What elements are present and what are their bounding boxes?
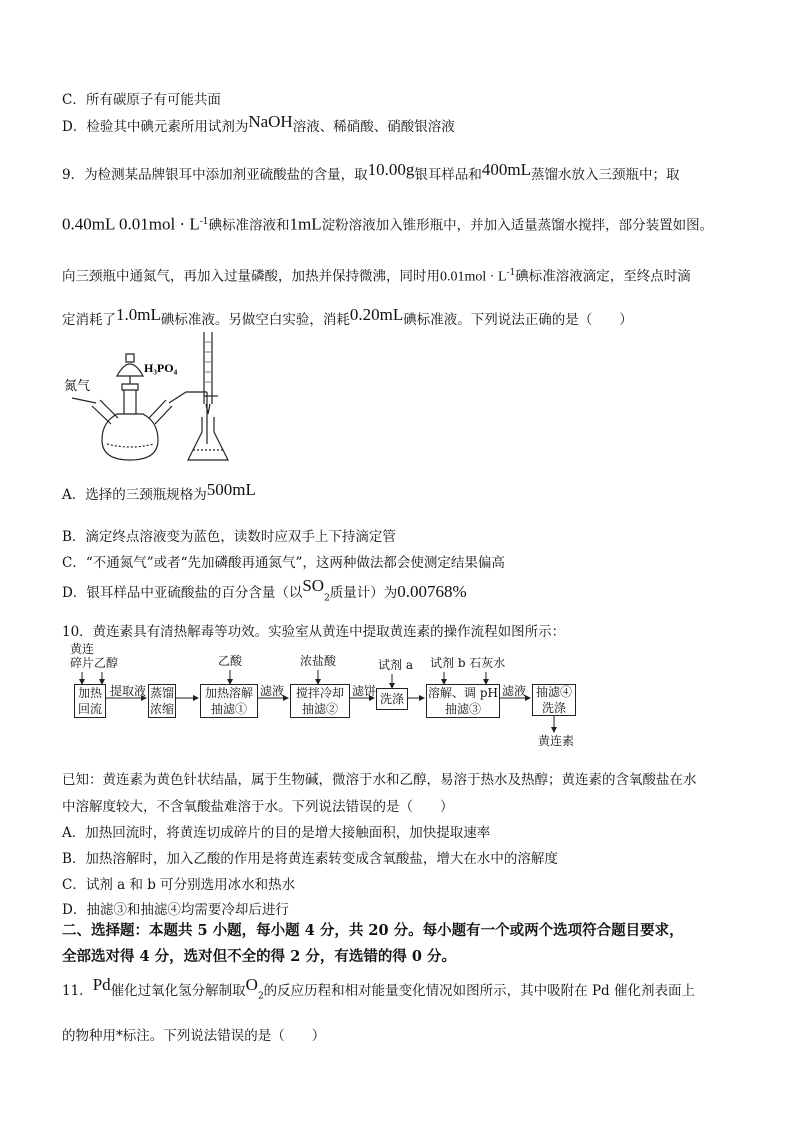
q8-option-c: C．所有碳原子有可能共面 <box>62 92 221 108</box>
arrow-label-filtrate2: 滤液 <box>502 684 527 698</box>
step-cool-filter2: 搅拌冷却抽滤② <box>290 684 350 718</box>
q9-stem-line3: 向三颈瓶中通氮气，再加入过量磷酸，加热并保持微沸，同时用$0.01mol \cdot L^{-1}$碘标准溶液滴定，至终点时滴 <box>62 268 691 285</box>
input-reagent-a: 试剂 a <box>378 658 413 672</box>
input-huanglian-pieces: 碎片 <box>70 656 95 670</box>
q9-stem-line4: 定消耗了1.0mL碘标准液。另做空白实验，消耗0.20mL碘标准液。下列说法正确的是（ ） <box>62 305 633 328</box>
step-wash: 洗涤 <box>376 688 408 710</box>
q10-known-line1: 已知：黄连素为黄色针状结晶，属于生物碱，微溶于水和乙醇，易溶于热水及热醇；黄连素的含氧酸盐在水 <box>62 772 697 788</box>
q10-known-line2: 中溶解度较大，不含氧酸盐难溶于水。下列说法错误的是（ ） <box>62 799 454 815</box>
input-acetic-acid: 乙酸 <box>218 654 243 668</box>
q9-option-b: B．滴定终点溶液变为蓝色，读数时应双手上下持滴定管 <box>62 529 396 545</box>
arrow-label-extract: 提取液 <box>110 684 147 698</box>
input-huanglian: 黄连 <box>70 642 95 656</box>
q10-option-b: B．加热溶解时，加入乙酸的作用是将黄连素转变成含氧酸盐，增大在水中的溶解度 <box>62 851 558 867</box>
q11-stem-line2: 的物种用*标注。下列说法错误的是（ ） <box>62 1028 326 1044</box>
q8-option-d: D．检验其中碘元素所用试剂为NaOH溶液、稀硝酸、硝酸银溶液 <box>62 112 455 135</box>
step-filter4-wash: 抽滤④洗涤 <box>532 684 576 716</box>
q9-stem-line2: 0.40mL $0.01mol \cdot L^{-1}$碘标准溶液和1mL淀粉溶液加入锥形瓶中，并加入适量蒸馏水搅拌，部分装置如图。 <box>62 214 714 234</box>
output-berberine: 黄连素 <box>538 734 575 748</box>
input-reagent-b-lime: 试剂 b 石灰水 <box>430 656 506 670</box>
step-reflux: 加热回流 <box>74 684 106 718</box>
q11-stem-line1: 11．Pd催化过氧化氢分解制取$O_2$的反应历程和相对能量变化情况如图所示，其中吸附在 Pd 催化剂表面上 <box>62 975 695 1002</box>
q9-option-c: C．“不通氮气”或者“先加磷酸再通氮气”，这两种做法都会使测定结果偏高 <box>62 555 505 571</box>
input-hcl: 浓盐酸 <box>300 654 337 668</box>
section2-heading-line2: 全部选对得 4 分，选对但不全的得 2 分，有选错的得 0 分。 <box>62 948 457 965</box>
nitrogen-label: 氮气 <box>64 379 91 394</box>
step-ph-filter3: 溶解、调 pH 抽滤③ <box>426 684 500 718</box>
h3po4-label: H₃PO₄ <box>144 361 178 375</box>
q10-option-c: C．试剂 a 和 b 可分别选用冰水和热水 <box>62 877 296 893</box>
q10-stem: 10．黄连素具有清热解毒等功效。实验室从黄连中提取黄连素的操作流程如图所示： <box>62 624 566 640</box>
section2-heading-line1: 二、选择题：本题共 5 小题，每小题 4 分，共 20 分。每小题有一个或两个选项符合题目要求， <box>62 922 684 939</box>
step-distill: 蒸馏浓缩 <box>149 686 174 716</box>
q10-option-d: D．抽滤③和抽滤④均需要冷却后进行 <box>62 902 289 918</box>
q9-stem-line1: 9．为检测某品牌银耳中添加剂亚硫酸盐的含量，取10.00g银耳样品和400mL蒸馏水放入三颈瓶中；取 <box>62 160 680 183</box>
titration-apparatus-figure <box>62 332 242 472</box>
q9-option-d: D．银耳样品中亚硫酸盐的百分含量（以$SO_2$质量计）为0.00768% <box>62 576 467 604</box>
step-dissolve-filter1: 加热溶解抽滤① <box>200 684 258 718</box>
arrow-label-filtrate: 滤液 <box>260 684 285 698</box>
input-ethanol: 乙醇 <box>94 656 119 670</box>
q9-option-a: A．选择的三颈瓶规格为500mL <box>62 480 256 503</box>
arrow-label-cake: 滤饼 <box>352 684 377 698</box>
q10-option-a: A．加热回流时，将黄连切成碎片的目的是增大接触面积，加快提取速率 <box>62 825 491 841</box>
